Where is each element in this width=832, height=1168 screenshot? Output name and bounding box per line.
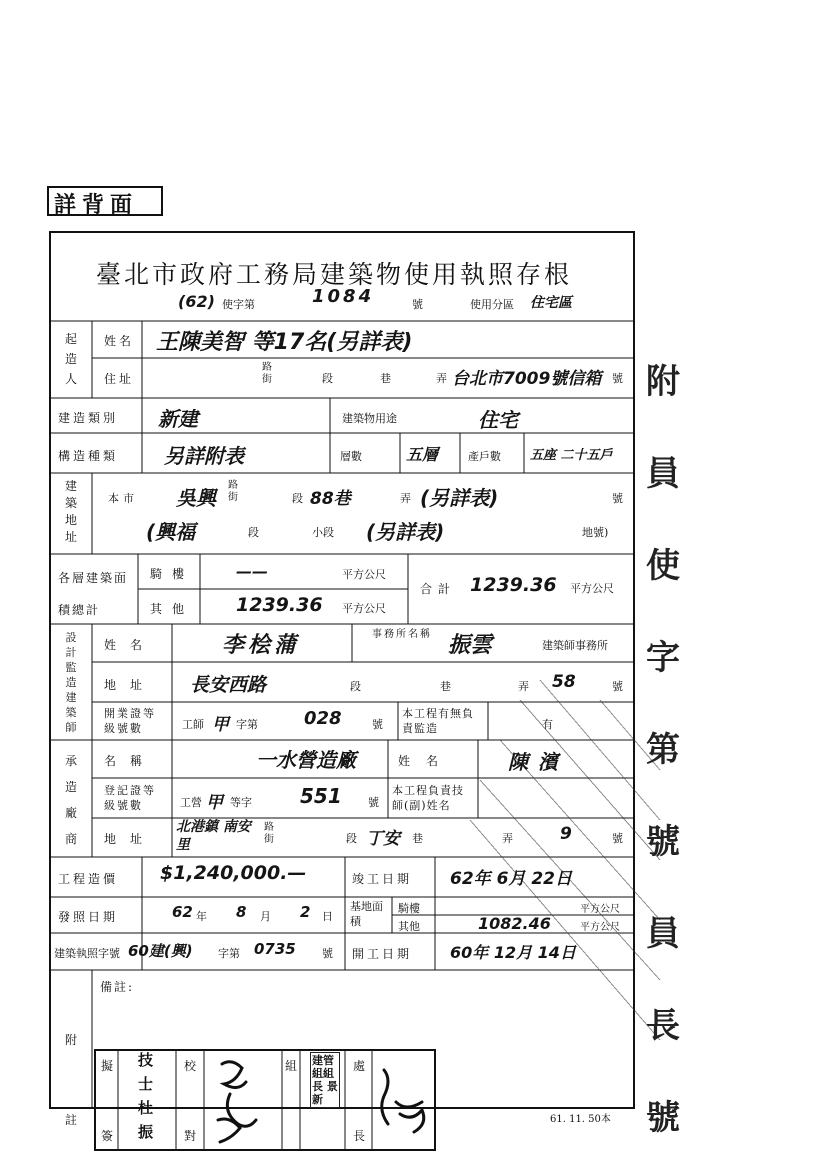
contractor-section-label: 承造廠商 [64, 754, 77, 846]
loc-sec-label: 段 [292, 492, 303, 505]
issue-year: 62 [172, 903, 193, 921]
contractor-addr-end: 號 [612, 832, 623, 845]
designer-license-no: 028 [304, 708, 342, 729]
applicant-addr-no: 弄 [436, 372, 447, 385]
loc-road-mark: 路街 [228, 480, 238, 503]
site-unit-1: 平方公尺 [580, 904, 620, 915]
contractor-addr-sec: 段 [346, 832, 357, 845]
issue-day: 2 [300, 903, 311, 921]
permit-end: 號 [322, 947, 333, 960]
site-other-label: 其他 [398, 920, 420, 933]
type-label: 建造類別 [58, 411, 119, 425]
applicant-addr-lane: 巷 [380, 372, 391, 385]
applicant-addr-section: 段 [322, 372, 333, 385]
issue-month: 8 [236, 903, 247, 921]
stamp-label-text: 詳背面 [54, 192, 139, 218]
issue-label: 發照日期 [58, 910, 119, 924]
area-label: 各層建築面積總計 [58, 571, 129, 617]
use-value: 住宅 [478, 408, 518, 432]
type-value: 新建 [158, 407, 198, 431]
structure-value: 另詳附表 [164, 444, 244, 468]
approval-col3: 組 [284, 1059, 297, 1073]
print-code: 61. 11. 50本 [550, 1114, 611, 1125]
loc-no-label: 弄 [400, 492, 411, 505]
area-total-unit: 平方公尺 [570, 582, 614, 595]
designer-office-label: 事務所名稱 [372, 629, 432, 640]
approval-technician: 技士杜振 [138, 1051, 154, 1141]
permit-value: 60建(興) [128, 942, 193, 960]
contractor-reg-end: 號 [368, 796, 379, 809]
margin-text: 附 員 使 字 第 號 員 長 號 [646, 362, 680, 1138]
loc-prefix: 本市 [108, 492, 138, 505]
loc-road: 吳興 [176, 486, 216, 510]
number-char: 使字第 [222, 298, 255, 311]
structure-label: 構造種類 [58, 449, 119, 463]
completion-value: 62年 6月 22日 [450, 869, 572, 889]
area-other-unit: 平方公尺 [342, 602, 386, 615]
site-arcade-label: 騎樓 [398, 902, 420, 915]
approval-col2-bot: 對 [183, 1129, 196, 1143]
area-other-label: 其他 [150, 602, 195, 616]
floors-value: 五層 [406, 445, 439, 464]
applicant-name-label: 姓名 [104, 334, 135, 348]
designer-office-suffix: 建築師事務所 [542, 639, 608, 652]
applicant-addr-road: 路街 [262, 362, 272, 385]
designer-section-label: 設計監造建築師 [65, 631, 77, 734]
units-value: 五座 二十五戶 [530, 448, 613, 463]
loc-lane: 88巷 [310, 489, 351, 509]
use-label: 建築物用途 [342, 412, 397, 425]
contractor-name-value: 一水營造廠 [256, 748, 356, 772]
designer-addr-sec: 段 [350, 680, 361, 693]
contractor-reg-char: 甲 [206, 793, 223, 813]
contractor-addr-lane-value: 丁安 [366, 829, 400, 849]
approval-col1-top: 擬 [100, 1059, 113, 1073]
area-total-label: 合計 [420, 582, 457, 596]
contractor-reg-prefix: 工營 [180, 796, 202, 809]
designer-name-label: 姓名 [104, 638, 157, 652]
area-arcade-label: 騎樓 [150, 567, 195, 581]
contractor-reg-no: 551 [300, 784, 342, 808]
contractor-person-value: 陳濱 [508, 750, 568, 774]
contractor-name-label: 名稱 [104, 754, 157, 768]
designer-license-char: 甲 [212, 715, 229, 735]
zone-value: 住宅區 [530, 295, 572, 311]
issue-day-char: 日 [322, 910, 333, 923]
number-prefix: (62) [178, 292, 215, 311]
remarks-section-label: 附註 [64, 1033, 77, 1127]
designer-license-mid: 字第 [236, 718, 258, 731]
contractor-addr-no: 弄 [502, 832, 513, 845]
designer-addr-no: 58 [552, 672, 576, 692]
area-arcade-value: —— [236, 562, 268, 581]
contractor-addr-lane: 巷 [412, 832, 423, 845]
designer-name-value: 李桧蒲 [222, 633, 301, 658]
loc-note-1: (另詳表) [420, 486, 499, 510]
loc-end-1: 號 [612, 492, 623, 505]
cost-value: $1,240,000.— [160, 862, 307, 884]
contractor-address-label: 地址 [104, 832, 157, 846]
approval-col4-top: 處 [352, 1059, 365, 1073]
permit-char: 字第 [218, 947, 240, 960]
contractor-reg-label: 登記證等級號數 [104, 784, 156, 812]
approval-col1-bot: 簽 [100, 1129, 113, 1143]
approval-col3-stamp: 建管組組長 景新 [310, 1052, 340, 1108]
floors-label: 層數 [340, 450, 362, 463]
designer-supervision-label: 本工程有無負責監造 [402, 707, 474, 735]
completion-label: 竣工日期 [352, 872, 413, 886]
designer-addr-no-label: 弄 [518, 680, 529, 693]
contractor-addr-no-value: 9 [560, 824, 572, 844]
area-other-value: 1239.36 [236, 594, 323, 616]
applicant-address-value: 台北市7009號信箱 [452, 369, 602, 389]
loc-sec-2: 段 [248, 526, 259, 539]
loc-no-2: 小段 [312, 526, 334, 539]
contractor-address-value: 北港鎮 南安里 [176, 819, 251, 853]
units-label: 產戶數 [468, 450, 501, 463]
permit-label: 建築執照字號 [54, 947, 120, 960]
cost-label: 工程造價 [58, 872, 119, 886]
site-unit-2: 平方公尺 [580, 922, 620, 933]
site-other-value: 1082.46 [478, 914, 551, 933]
remarks-label: 備註: [100, 980, 135, 994]
start-value: 60年 12月 14日 [450, 943, 576, 962]
approval-col2-top: 校 [183, 1059, 196, 1073]
site-label: 基地面積 [350, 900, 383, 928]
area-arcade-unit: 平方公尺 [342, 568, 386, 581]
zone-label: 使用分區 [470, 298, 514, 311]
designer-address-value: 長安西路 [190, 674, 267, 696]
approval-col4-bot: 長 [352, 1129, 365, 1143]
loc-road-2: (興福 [146, 520, 196, 544]
designer-addr-end: 號 [612, 680, 623, 693]
issue-year-char: 年 [196, 910, 207, 923]
designer-addr-lane: 巷 [440, 680, 451, 693]
issue-month-char: 月 [260, 910, 271, 923]
approval-signatures [200, 1050, 440, 1150]
contractor-engineer-label: 本工程負責技師(副)姓名 [392, 784, 464, 812]
contractor-reg-mid: 等字 [230, 796, 252, 809]
designer-address-label: 地址 [104, 678, 157, 692]
area-total-value: 1239.36 [470, 574, 557, 596]
designer-license-end: 號 [372, 718, 383, 731]
permit-no: 0735 [254, 940, 296, 958]
designer-license-prefix: 工師 [182, 718, 204, 731]
location-label: 建築地址 [64, 479, 77, 544]
loc-note-2: (另詳表) [366, 520, 445, 544]
form-title: 臺北市政府工務局建築物使用執照存根 [96, 260, 573, 289]
number-suffix: 號 [412, 298, 423, 311]
designer-license-label: 開業證等級號數 [104, 707, 156, 735]
designer-supervision-value: 有 [542, 718, 553, 731]
contractor-addr-road: 路街 [264, 822, 274, 845]
applicant-address-label: 住址 [104, 372, 135, 386]
applicant-section-label: 起造人 [64, 332, 77, 386]
applicant-addr-end: 號 [612, 372, 623, 385]
applicant-name-value: 王陳美智 等17名(另詳表) [156, 330, 413, 355]
permit-number: 1084 [312, 286, 375, 307]
loc-end-2: 地號) [582, 526, 609, 539]
contractor-person-label: 姓名 [398, 754, 455, 768]
start-label: 開工日期 [352, 947, 413, 961]
designer-office-value: 振雲 [448, 633, 493, 658]
